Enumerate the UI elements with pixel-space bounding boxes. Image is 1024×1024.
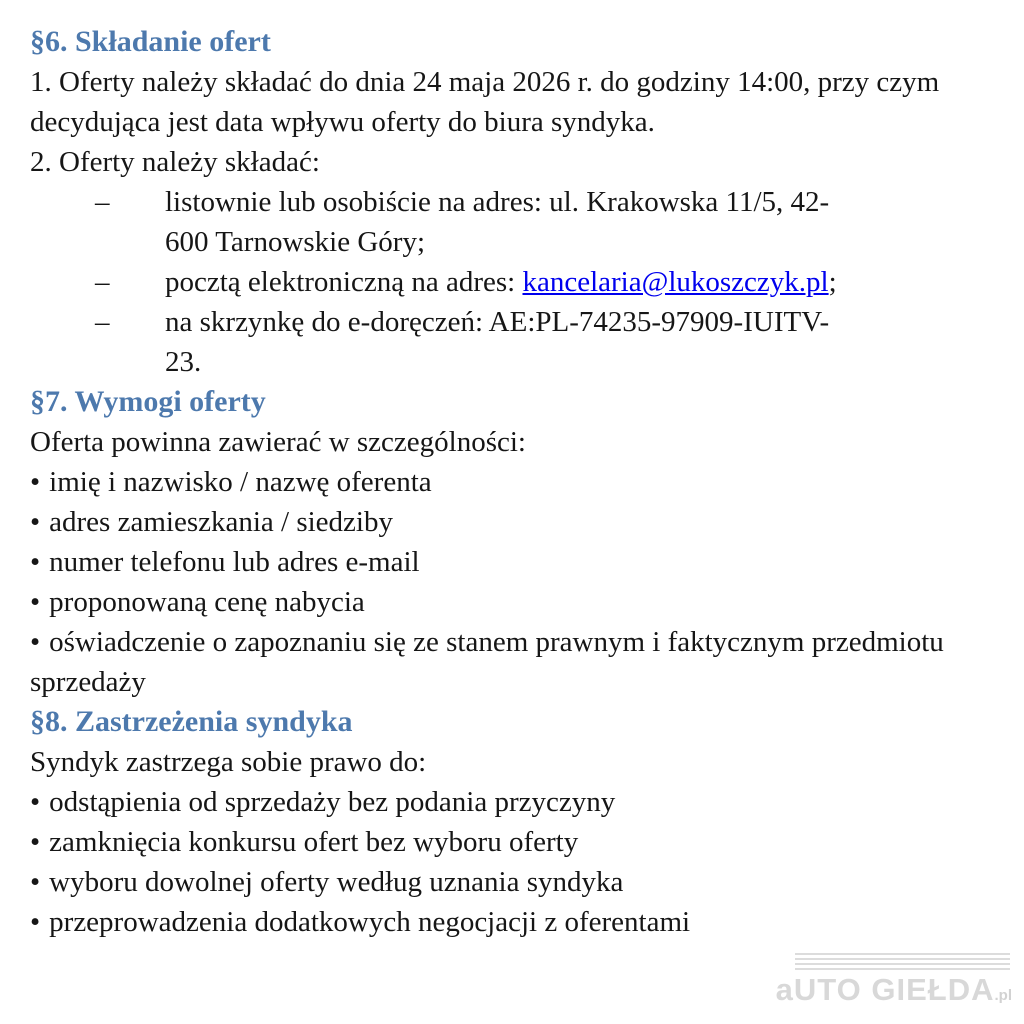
watermark-brand-text: aUTO GIEŁDA xyxy=(775,972,995,1007)
watermark-stripes-icon xyxy=(795,953,1010,970)
bullet-marker: • xyxy=(30,626,41,658)
bullet-marker: • xyxy=(30,466,41,498)
dash-item-text xyxy=(165,262,837,302)
section-7-heading: §7. Wymogi oferty xyxy=(30,385,266,418)
bullet-marker: • xyxy=(30,546,41,578)
dash-list-item-edelivery xyxy=(30,302,996,382)
dash-item-text: listownie lub osobiście na adres: ul. Krakowska 11/5, 42-600 Tarnowskie Góry; xyxy=(165,186,830,258)
dash-item-text: na skrzynkę do e-doręczeń: AE:PL-74235-97909-IUITV-23. xyxy=(165,306,830,378)
bullet-item-text: oświadczenie o zapoznaniu się ze stanem prawnym i faktycznym przedmiotu sprzedaży xyxy=(30,626,944,698)
bullet-marker: • xyxy=(30,906,41,938)
bullet-item xyxy=(30,542,996,582)
bullet-marker: • xyxy=(30,826,41,858)
bullet-item xyxy=(30,782,996,822)
bullet-item xyxy=(30,582,996,622)
bullet-item-text: odstąpienia od sprzedaży bez podania przyczyny xyxy=(49,786,616,818)
section-8-heading: §8. Zastrzeżenia syndyka xyxy=(30,705,353,738)
bullet-marker: • xyxy=(30,866,41,898)
watermark xyxy=(776,953,1012,1016)
email-suffix-text: ; xyxy=(828,266,837,298)
bullet-item xyxy=(30,622,996,702)
bullet-item xyxy=(30,822,996,862)
bullet-item-text: przeprowadzenia dodatkowych negocjacji z oferentami xyxy=(49,906,691,938)
email-link[interactable]: kancelaria@lukoszczyk.pl xyxy=(522,266,829,298)
dash-marker: – xyxy=(95,186,110,218)
bullet-item-text: imię i nazwisko / nazwę oferenta xyxy=(49,466,432,498)
bullet-marker: • xyxy=(30,786,41,818)
dash-marker: – xyxy=(95,306,110,338)
section-6-heading: §6. Składanie ofert xyxy=(30,25,271,58)
dash-list-item-email xyxy=(30,262,996,302)
bullet-item-text: wyboru dowolnej oferty według uznania syndyka xyxy=(49,866,624,898)
bullet-item xyxy=(30,462,996,502)
section-8-intro: Syndyk zastrzega sobie prawo do: xyxy=(30,746,427,778)
bullet-item xyxy=(30,862,996,902)
bullet-marker: • xyxy=(30,506,41,538)
bullet-item-text: numer telefonu lub adres e-mail xyxy=(49,546,420,578)
dash-list-item-postal xyxy=(30,182,996,262)
bullet-item-text: proponowaną cenę nabycia xyxy=(49,586,365,618)
bullet-item xyxy=(30,902,996,942)
section-7-intro: Oferta powinna zawierać w szczególności: xyxy=(30,426,526,458)
bullet-item-text: zamknięcia konkursu ofert bez wyboru oferty xyxy=(49,826,579,858)
bullet-marker: • xyxy=(30,586,41,618)
email-prefix-text: pocztą elektroniczną na adres: xyxy=(165,266,523,298)
dash-marker: – xyxy=(95,266,110,298)
section-6-paragraph-2: 2. Oferty należy składać: xyxy=(30,146,320,178)
watermark-tld-text: .pl xyxy=(994,987,1012,1004)
bullet-item xyxy=(30,502,996,542)
section-6-paragraph-1: 1. Oferty należy składać do dnia 24 maja 2026 r. do godziny 14:00, przy czym decydująca jest data wpływu oferty do biura syndyka. xyxy=(30,66,940,138)
bullet-item-text: adres zamieszkania / siedziby xyxy=(49,506,393,538)
